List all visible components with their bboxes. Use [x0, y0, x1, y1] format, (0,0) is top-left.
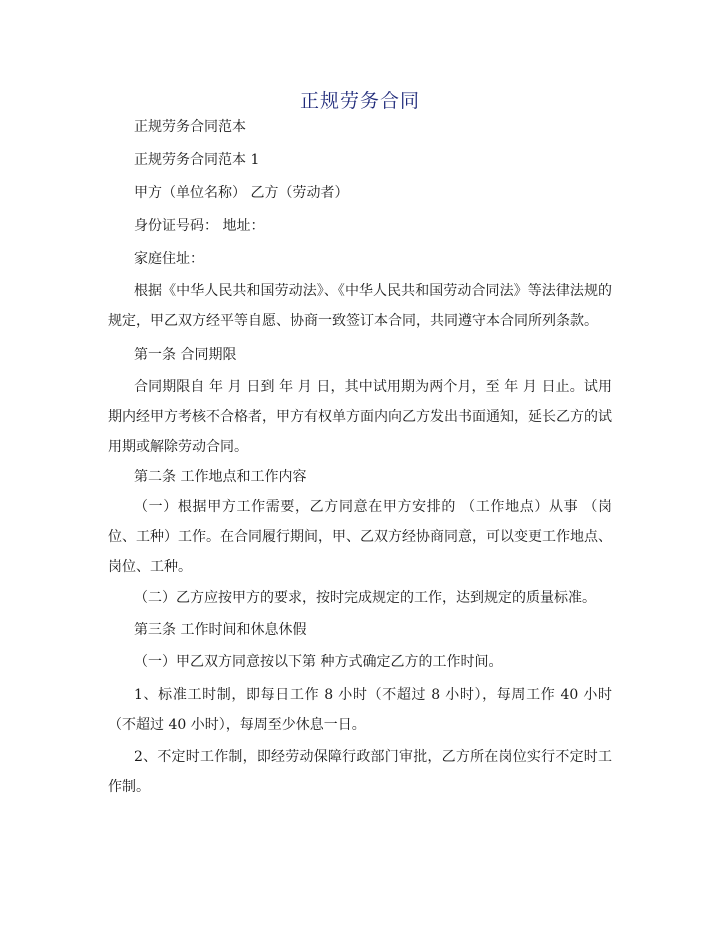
article3-item-1: 1、标准工时制，即每日工作 8 小时（不超过 8 小时），每周工作 40 小时（不超过 40 小时），每周至少休息一日。: [108, 687, 612, 733]
article3-item-2: 2、不定时工作制，即经劳动保障行政部门审批，乙方所在岗位实行不定时工作制。: [108, 749, 612, 795]
home-address: 家庭住址：: [134, 251, 204, 267]
intro-paragraph: 根据《中华人民共和国劳动法》、《中华人民共和国劳动合同法》等法律法规的规定，甲乙双方经平等自愿、协商一致签订本合同，共同遵守本合同所列条款。: [108, 283, 612, 329]
party-line: 甲方（单位名称） 乙方（劳动者）: [134, 185, 349, 201]
article1-paragraph: 合同期限自 年 月 日到 年 月 日，其中试用期为两个月，至 年 月 日止。试用期内经甲方考核不合格者，甲方有权单方面内向乙方发出书面通知，延长乙方的试用期或解除劳动合同。: [108, 379, 612, 455]
article2-paragraph-1: （一）根据甲方工作需要，乙方同意在甲方安排的 （工作地点）从事 （岗位、工种）工作。在合同履行期间，甲、乙双方经协商同意，可以变更工作地点、岗位、工种。: [108, 499, 612, 575]
article3-paragraph-1: （一）甲乙双方同意按以下第 种方式确定乙方的工作时间。: [134, 654, 503, 670]
document-title: 正规劳务合同: [299, 90, 420, 112]
article2-paragraph-2: （二）乙方应按甲方的要求，按时完成规定的工作，达到规定的质量标准。: [134, 590, 596, 606]
article2-heading: 第二条 工作地点和工作内容: [134, 469, 307, 485]
subtitle: 正规劳务合同范本: [134, 119, 246, 135]
article1-heading: 第一条 合同期限: [134, 347, 237, 363]
article3-heading: 第三条 工作时间和休息休假: [134, 622, 307, 638]
heading-1: 正规劳务合同范本 1: [134, 152, 260, 168]
id-line: 身份证号码： 地址：: [134, 218, 265, 234]
